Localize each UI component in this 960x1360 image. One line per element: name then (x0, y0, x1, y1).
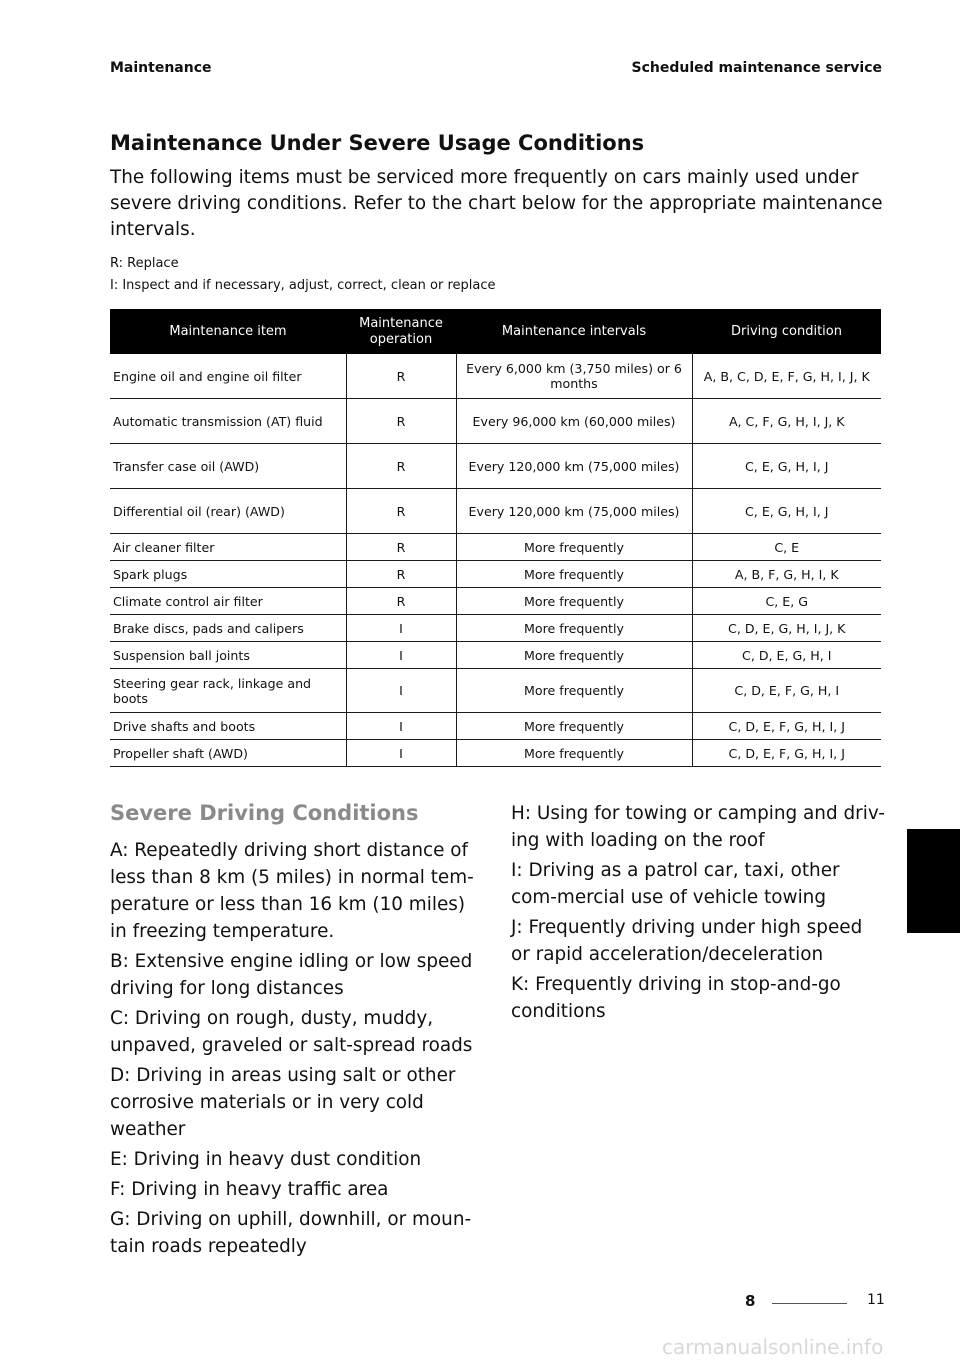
header-maintenance-intervals: Maintenance intervals (456, 309, 692, 354)
cell-condition: C, E, G, H, I, J (692, 489, 881, 534)
cell-operation: I (346, 615, 456, 642)
header-maintenance-item: Maintenance item (110, 309, 346, 354)
footer-chapter-number: 8 (745, 1292, 756, 1310)
footer-page-number: 11 (867, 1292, 885, 1308)
cell-item: Climate control air filter (110, 588, 346, 615)
cell-operation: R (346, 588, 456, 615)
table-row (110, 740, 881, 767)
cell-operation: I (346, 642, 456, 669)
cell-interval: More frequently (456, 588, 692, 615)
cell-interval: More frequently (456, 534, 692, 561)
cell-interval: More frequently (456, 642, 692, 669)
table-row (110, 489, 881, 534)
condition-f: F: Driving in heavy traffic area (110, 1179, 389, 1200)
conditions-left-column (110, 837, 485, 1263)
severe-conditions-title: Severe Driving Conditions (110, 801, 419, 825)
cell-item: Differential oil (rear) (AWD) (110, 489, 346, 534)
table-row (110, 354, 881, 399)
cell-interval: Every 120,000 km (75,000 miles) (456, 444, 692, 489)
footer-divider (772, 1303, 847, 1304)
cell-item: Drive shafts and boots (110, 713, 346, 740)
table-row (110, 588, 881, 615)
cell-interval: More frequently (456, 669, 692, 713)
cell-condition: C, D, E, F, G, H, I, J (692, 740, 881, 767)
table-row (110, 399, 881, 444)
cell-operation: R (346, 534, 456, 561)
header-chapter-title: Scheduled maintenance service (631, 60, 882, 76)
cell-item: Suspension ball joints (110, 642, 346, 669)
chapter-side-tab-number: 8 (911, 908, 925, 932)
condition-c: C: Driving on rough, dusty, muddy, unpaved, graveled or salt-spread roads (110, 1008, 473, 1056)
cell-condition: A, B, C, D, E, F, G, H, I, J, K (692, 354, 881, 399)
cell-operation: I (346, 713, 456, 740)
table-row (110, 713, 881, 740)
cell-item: Engine oil and engine oil filter (110, 354, 346, 399)
page-title: Maintenance Under Severe Usage Conditions (110, 131, 645, 155)
cell-condition: C, D, E, G, H, I, J, K (692, 615, 881, 642)
cell-condition: A, B, F, G, H, I, K (692, 561, 881, 588)
cell-interval: Every 120,000 km (75,000 miles) (456, 489, 692, 534)
cell-interval: More frequently (456, 615, 692, 642)
condition-j: J: Frequently driving under high speed or rapid acceleration/deceleration (511, 917, 863, 965)
cell-operation: R (346, 399, 456, 444)
cell-item: Brake discs, pads and calipers (110, 615, 346, 642)
cell-item: Propeller shaft (AWD) (110, 740, 346, 767)
condition-g: G: Driving on uphill, downhill, or moun-tain roads repeatedly (110, 1209, 472, 1257)
cell-interval: More frequently (456, 561, 692, 588)
cell-condition: C, D, E, G, H, I (692, 642, 881, 669)
condition-k: K: Frequently driving in stop-and-go conditions (511, 974, 841, 1022)
watermark-text: carmanualsonline.info (662, 1335, 884, 1359)
cell-condition: A, C, F, G, H, I, J, K (692, 399, 881, 444)
header-section-title: Maintenance (110, 60, 212, 76)
cell-item: Spark plugs (110, 561, 346, 588)
intro-paragraph: The following items must be serviced more frequently on cars mainly used under severe driving conditions. Refer to the chart below for the appropriate maintenance intervals. (110, 167, 883, 240)
table-header-row (110, 309, 881, 354)
cell-condition: C, E, G, H, I, J (692, 444, 881, 489)
header-driving-condition: Driving condition (692, 309, 881, 354)
cell-item: Transfer case oil (AWD) (110, 444, 346, 489)
maintenance-table (110, 309, 881, 767)
header-maintenance-operation: Maintenance operation (346, 309, 456, 354)
cell-condition: C, E, G (692, 588, 881, 615)
cell-interval: Every 6,000 km (3,750 miles) or 6 months (456, 354, 692, 399)
conditions-right-column (511, 800, 886, 1028)
condition-i: I: Driving as a patrol car, taxi, other com-mercial use of vehicle towing (511, 860, 840, 908)
cell-condition: C, D, E, F, G, H, I (692, 669, 881, 713)
condition-d: D: Driving in areas using salt or other corrosive materials or in very cold weather (110, 1065, 456, 1140)
cell-condition: C, E (692, 534, 881, 561)
cell-operation: I (346, 669, 456, 713)
cell-interval: Every 96,000 km (60,000 miles) (456, 399, 692, 444)
condition-h: H: Using for towing or camping and driv-ing with loading on the roof (511, 803, 885, 851)
cell-item: Air cleaner filter (110, 534, 346, 561)
table-row (110, 561, 881, 588)
cell-operation: I (346, 740, 456, 767)
legend-inspect: I: Inspect and if necessary, adjust, correct, clean or replace (110, 278, 496, 293)
cell-condition: C, D, E, F, G, H, I, J (692, 713, 881, 740)
condition-e: E: Driving in heavy dust condition (110, 1149, 422, 1170)
cell-operation: R (346, 444, 456, 489)
cell-interval: More frequently (456, 740, 692, 767)
cell-item: Automatic transmission (AT) fluid (110, 399, 346, 444)
table-row (110, 444, 881, 489)
table-row (110, 669, 881, 713)
table-row (110, 534, 881, 561)
cell-interval: More frequently (456, 713, 692, 740)
cell-operation: R (346, 489, 456, 534)
condition-b: B: Extensive engine idling or low speed driving for long distances (110, 951, 473, 999)
table-row (110, 642, 881, 669)
cell-operation: R (346, 561, 456, 588)
cell-operation: R (346, 354, 456, 399)
condition-a: A: Repeatedly driving short distance of less than 8 km (5 miles) in normal tem-perature or less than 16 km (10 miles) in freezing temperature. (110, 840, 474, 942)
table-row (110, 615, 881, 642)
legend-replace: R: Replace (110, 256, 179, 271)
cell-item: Steering gear rack, linkage and boots (110, 669, 346, 713)
